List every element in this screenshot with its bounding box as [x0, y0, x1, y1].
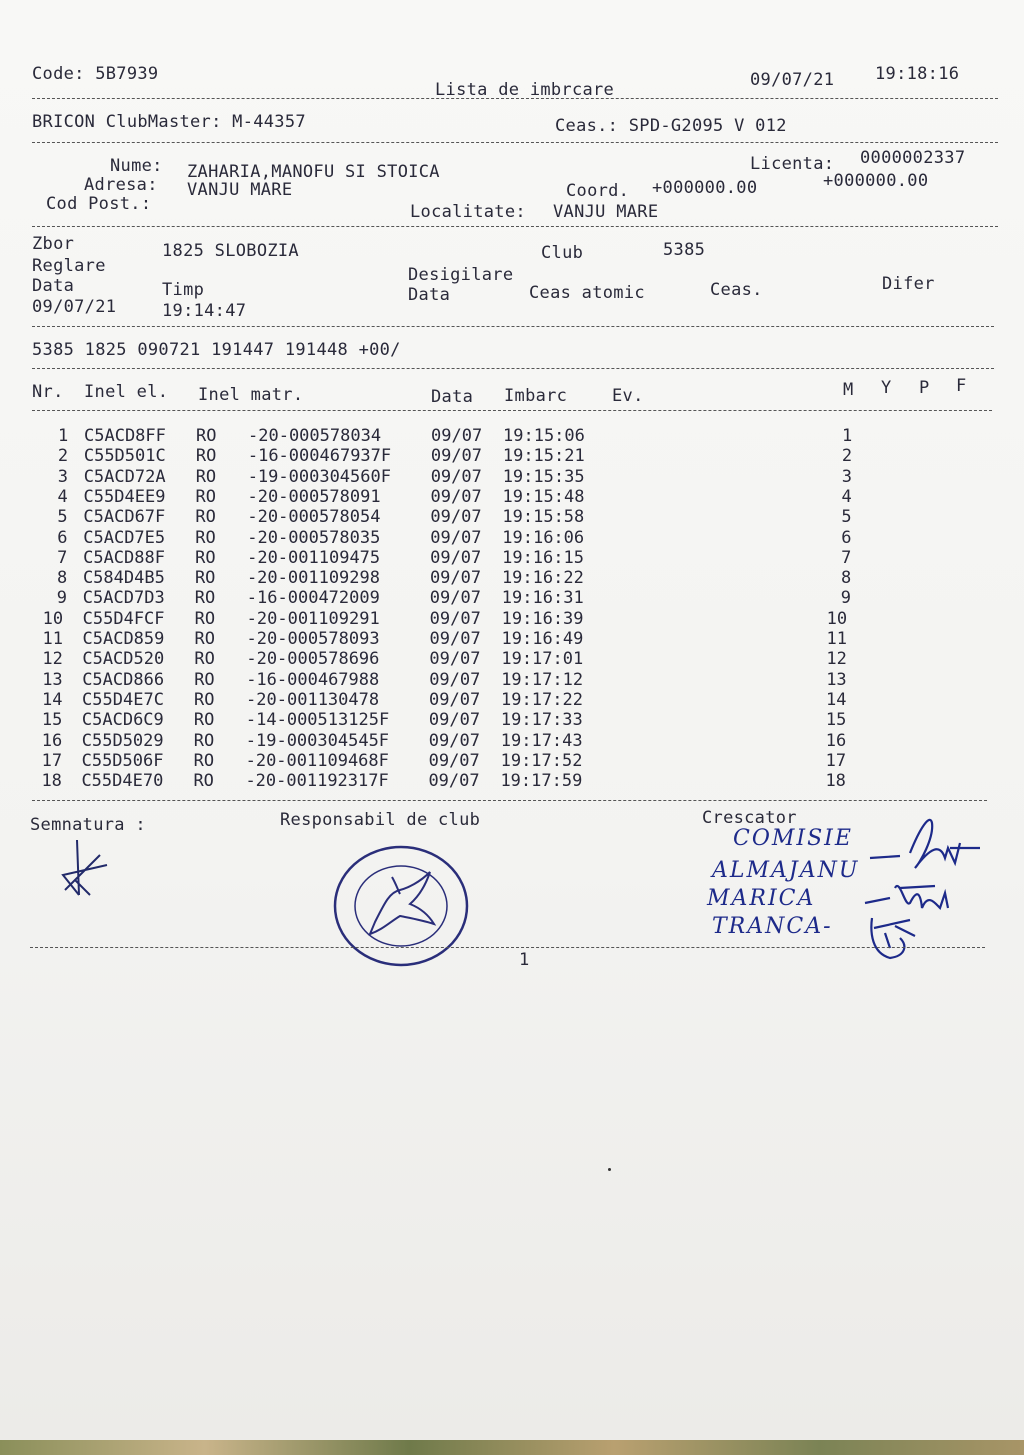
row-ring-number: -16-000467937F: [247, 446, 392, 467]
table-row: [40, 649, 860, 669]
row-country: RO: [193, 710, 215, 731]
row-m-index: 7: [841, 547, 852, 568]
col-ev-header: Ev.: [612, 386, 644, 406]
col-boarding-header: Imbarc: [504, 386, 568, 406]
table-row: [40, 487, 860, 507]
row-number: 9: [56, 588, 68, 609]
row-country: RO: [194, 649, 215, 670]
row-boarding-time: 19:16:31: [501, 588, 584, 609]
row-electronic-ring: C5ACD7D3: [82, 588, 165, 609]
col-p-header: P: [919, 378, 930, 398]
club-value: 5385: [663, 240, 706, 260]
row-country: RO: [194, 689, 215, 710]
divider: [30, 947, 985, 948]
table-row: [40, 446, 860, 466]
row-boarding-time: 19:15:35: [502, 466, 585, 487]
row-country: RO: [195, 507, 216, 528]
flight-value: 1825 SLOBOZIA: [162, 241, 299, 261]
commission-line-4: TRANCA-: [712, 914, 833, 939]
row-electronic-ring: C5ACD67F: [83, 507, 166, 528]
row-ring-number: -20-000578034: [248, 426, 382, 446]
row-electronic-ring: C5ACD866: [82, 669, 165, 690]
row-number: 18: [41, 771, 62, 792]
row-country: RO: [195, 446, 217, 467]
row-date: 09/07: [430, 547, 482, 568]
row-electronic-ring: C55D4E7C: [82, 689, 164, 710]
background-surface: [0, 1440, 1024, 1455]
col-nr-header: Nr.: [32, 382, 64, 402]
row-electronic-ring: C5ACD7E5: [83, 527, 166, 548]
row-country: RO: [196, 426, 217, 446]
row-boarding-time: 19:17:22: [501, 689, 583, 710]
row-ring-number: -20-000578093: [246, 629, 380, 649]
row-date: 09/07: [430, 527, 482, 548]
divider: [32, 410, 992, 411]
col-date-header: Data: [431, 387, 474, 407]
row-country: RO: [194, 608, 216, 629]
row-boarding-time: 19:16:15: [502, 547, 584, 568]
row-boarding-time: 19:17:33: [500, 710, 583, 731]
row-date: 09/07: [428, 710, 481, 731]
date-label: Data: [32, 276, 75, 296]
signature-label: Semnatura :: [30, 815, 146, 835]
row-m-index: 16: [825, 730, 847, 751]
row-number: 5: [57, 507, 68, 528]
table-row: [40, 426, 860, 446]
table-row: [40, 731, 860, 751]
row-date: 09/07: [431, 426, 483, 446]
row-country: RO: [194, 669, 215, 690]
table-row: [40, 771, 860, 791]
row-electronic-ring: C584D4B5: [82, 568, 165, 589]
row-number: 10: [42, 608, 64, 629]
row-date: 09/07: [429, 629, 481, 649]
row-number: 3: [57, 466, 68, 487]
row-country: RO: [195, 466, 217, 487]
row-electronic-ring: C55D4FCF: [82, 608, 165, 629]
row-number: 12: [42, 649, 63, 670]
row-boarding-time: 19:15:21: [502, 446, 585, 467]
difference-label: Difer: [882, 274, 935, 294]
row-country: RO: [193, 750, 215, 771]
row-country: RO: [195, 486, 217, 507]
row-electronic-ring: C5ACD72A: [83, 466, 166, 487]
row-boarding-time: 19:17:52: [500, 750, 583, 771]
row-boarding-time: 19:17:59: [500, 771, 583, 792]
address-label: Adresa:: [84, 175, 158, 195]
set-time: 19:14:47: [162, 301, 247, 321]
row-electronic-ring: C55D4E70: [81, 771, 164, 792]
row-country: RO: [193, 771, 214, 792]
commission-line-2: ALMAJANU: [712, 858, 860, 883]
club-stamp: [330, 842, 472, 970]
row-date: 09/07: [429, 649, 481, 670]
commission-signatures: [860, 808, 990, 968]
row-m-index: 9: [840, 588, 852, 609]
row-boarding-time: 19:16:06: [502, 527, 585, 548]
divider: [32, 800, 987, 801]
row-m-index: 12: [826, 649, 847, 670]
row-m-index: 8: [840, 568, 852, 589]
row-electronic-ring: C5ACD6C9: [81, 710, 164, 731]
row-date: 09/07: [428, 771, 480, 792]
col-ring-matr-header: Inel matr.: [198, 385, 304, 405]
page-number: 1: [519, 950, 530, 970]
table-row: [40, 588, 860, 608]
row-m-index: 11: [826, 629, 847, 649]
row-ring-number: -20-000578091: [247, 486, 381, 507]
coord-x: +000000.00: [652, 178, 758, 198]
setting-label: Reglare: [32, 256, 106, 276]
col-f-header: F: [956, 376, 967, 396]
row-number: 6: [57, 527, 68, 548]
row-m-index: 15: [825, 710, 847, 731]
row-number: 4: [57, 486, 68, 507]
name-label: Nume:: [110, 156, 163, 176]
row-number: 17: [41, 750, 63, 771]
row-country: RO: [195, 527, 216, 548]
breeder-label: Crescator: [702, 808, 797, 828]
row-ring-number: -19-000304560F: [247, 466, 391, 487]
clock-label: Ceas.: [710, 280, 763, 300]
row-number: 2: [57, 446, 69, 467]
row-date: 09/07: [429, 588, 481, 609]
row-date: 09/07: [430, 507, 482, 528]
coord-y: +000000.00: [823, 171, 929, 191]
divider: [32, 142, 998, 143]
row-m-index: 10: [826, 608, 848, 629]
row-number: 11: [42, 629, 63, 649]
row-country: RO: [194, 568, 216, 589]
row-number: 7: [57, 547, 68, 568]
atomic-clock-label: Ceas atomic: [529, 283, 645, 303]
print-date: 09/07/21: [750, 70, 835, 90]
row-m-index: 4: [841, 486, 852, 507]
row-electronic-ring: C55D5029: [81, 730, 164, 751]
row-country: RO: [194, 588, 216, 609]
row-m-index: 17: [825, 750, 847, 771]
col-m-header: M: [843, 380, 854, 400]
table-row: [40, 751, 860, 771]
row-date: 09/07: [428, 750, 480, 771]
coord-label: Coord.: [566, 181, 630, 201]
row-ring-number: -16-000472009: [246, 588, 380, 609]
col-y-header: Y: [881, 378, 892, 398]
row-boarding-time: 19:16:39: [501, 608, 584, 629]
postal-label: Cod Post.:: [46, 194, 152, 214]
owner-address: VANJU MARE: [187, 180, 293, 200]
row-country: RO: [193, 730, 215, 751]
speck: [608, 1168, 611, 1171]
row-date: 09/07: [430, 466, 482, 487]
row-boarding-time: 19:15:58: [502, 507, 585, 528]
row-number: 8: [56, 568, 68, 589]
row-m-index: 18: [825, 771, 846, 792]
divider: [32, 226, 998, 227]
row-electronic-ring: C55D501C: [83, 446, 166, 467]
locality: VANJU MARE: [553, 202, 659, 222]
license-label: Licenta:: [750, 154, 835, 174]
row-ring-number: -20-001109291: [246, 608, 380, 629]
flight-label: Zbor: [32, 234, 75, 254]
club-responsible-label: Responsabil de club: [280, 810, 481, 830]
row-electronic-ring: C5ACD520: [82, 649, 165, 670]
row-m-index: 6: [841, 527, 852, 548]
row-m-index: 1: [842, 426, 853, 446]
table-row: [40, 710, 860, 730]
col-ring-el-header: Inel el.: [84, 382, 169, 402]
row-m-index: 3: [841, 466, 852, 487]
system-id: BRICON ClubMaster: M-44357: [32, 112, 306, 132]
row-country: RO: [195, 547, 216, 568]
unseal-label: Desigilare: [408, 265, 514, 285]
divider: [32, 326, 994, 327]
owner-name: ZAHARIA,MANOFU SI STOICA: [187, 162, 440, 182]
row-boarding-time: 19:17:01: [501, 649, 584, 670]
table-row: [40, 670, 860, 690]
row-m-index: 13: [826, 669, 847, 690]
row-boarding-time: 19:15:06: [503, 426, 585, 446]
table-row: [40, 507, 860, 527]
row-number: 13: [42, 669, 63, 690]
row-number: 1: [58, 426, 69, 446]
license-number: 0000002337: [860, 148, 966, 168]
row-boarding-time: 19:17:12: [501, 669, 584, 690]
row-date: 09/07: [430, 486, 482, 507]
row-electronic-ring: C55D506F: [81, 750, 164, 771]
row-ring-number: -20-001109298: [246, 568, 380, 589]
signature-scribble: [55, 835, 115, 900]
table-row: [40, 690, 860, 710]
row-electronic-ring: C5ACD859: [82, 629, 165, 649]
row-date: 09/07: [428, 730, 480, 751]
row-ring-number: -20-000578054: [247, 507, 381, 528]
print-time: 19:18:16: [875, 64, 960, 84]
code-text: Code: 5B7939: [32, 64, 159, 84]
row-date: 09/07: [429, 568, 482, 589]
document-title: Lista de imbrcare: [435, 80, 615, 100]
locality-label: Localitate:: [410, 202, 526, 222]
row-ring-number: -20-000578035: [247, 527, 381, 548]
row-ring-number: -19-000304545F: [245, 730, 390, 751]
clock-id: Ceas.: SPD-G2095 V 012: [555, 116, 787, 136]
time-label: Timp: [162, 280, 205, 300]
row-boarding-time: 19:16:22: [501, 568, 584, 589]
row-electronic-ring: C5ACD8FF: [84, 426, 166, 446]
commission-line-3: MARICA: [707, 886, 816, 911]
divider: [32, 98, 998, 99]
row-date: 09/07: [429, 689, 481, 710]
row-electronic-ring: C55D4EE9: [83, 486, 166, 507]
row-ring-number: -20-001109475: [247, 547, 381, 568]
table-row: [40, 548, 860, 568]
row-ring-number: -16-000467988: [246, 669, 380, 690]
row-boarding-time: 19:16:49: [501, 629, 584, 649]
table-row: [40, 629, 860, 649]
row-m-index: 14: [826, 689, 847, 710]
table-row: [40, 528, 860, 548]
row-boarding-time: 19:15:48: [502, 486, 585, 507]
row-m-index: 5: [841, 507, 852, 528]
row-date: 09/07: [429, 669, 481, 690]
row-number: 16: [41, 730, 63, 751]
table-row: [40, 467, 860, 487]
table-row: [40, 609, 860, 629]
row-date: 09/07: [429, 608, 481, 629]
club-label: Club: [541, 243, 584, 263]
row-date: 09/07: [430, 446, 483, 467]
row-ring-number: -14-000513125F: [245, 710, 390, 731]
table-row: [40, 568, 860, 588]
unseal-date-label: Data: [408, 285, 451, 305]
row-electronic-ring: C5ACD88F: [83, 547, 165, 568]
row-number: 14: [42, 689, 63, 710]
stamp-text: [338, 848, 339, 849]
row-ring-number: -20-000578696: [246, 649, 380, 670]
row-country: RO: [194, 629, 215, 649]
row-ring-number: -20-001109468F: [245, 750, 389, 771]
row-boarding-time: 19:17:43: [500, 730, 583, 751]
row-m-index: 2: [841, 446, 853, 467]
divider: [32, 368, 994, 369]
row-number: 15: [41, 710, 63, 731]
row-ring-number: -20-001192317F: [245, 771, 389, 792]
flight-code-line: 5385 1825 090721 191447 191448 +00/: [32, 340, 401, 360]
set-date: 09/07/21: [32, 297, 117, 317]
row-ring-number: -20-001130478: [246, 689, 380, 710]
commission-line-1: COMISIE: [733, 826, 853, 851]
